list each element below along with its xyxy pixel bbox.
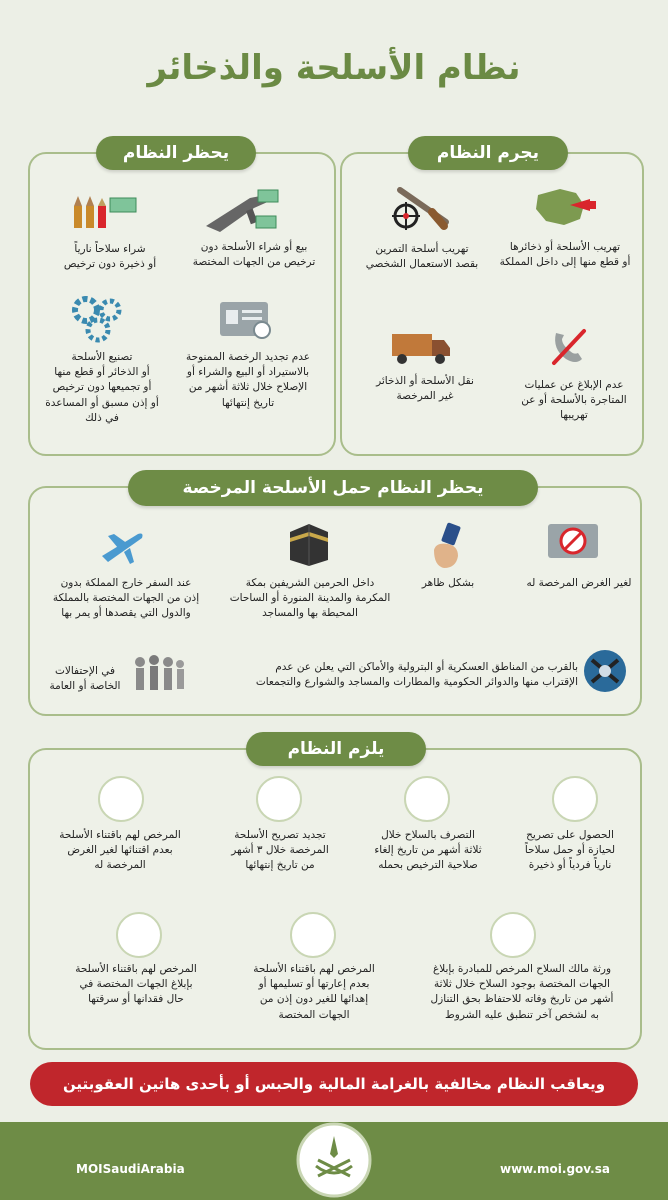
prohibits-item: عدم تجديد الرخصة الممنوحة بالاستيراد أو البيع والشراء أو الإصلاح خلال ثلاثة أشهر من تاريخ إنتهائها <box>185 351 311 409</box>
crowd-icon <box>130 652 186 694</box>
military-zone-icon <box>582 648 628 694</box>
saudi-emblem-icon <box>256 776 302 822</box>
ammo-money-icon <box>70 192 140 232</box>
criminalizes-item: تهريب الأسلحة أو ذخائرها أو قطع منها إلى داخل المملكة <box>499 241 631 269</box>
hand-gun-icon <box>428 522 468 570</box>
saudi-emblem-icon <box>290 912 336 958</box>
obliges-item: تجديد تصريح الأسلحة المرخصة خلال ٣ أشهر من تاريخ إنتهائها <box>231 829 329 872</box>
saudi-emblem-icon <box>116 912 162 958</box>
saudi-emblem-icon <box>490 912 536 958</box>
saudi-emblem-icon <box>552 776 598 822</box>
moi-emblem-icon <box>294 1120 374 1200</box>
saudi-emblem-icon <box>98 776 144 822</box>
criminalizes-item: تهريب أسلحة التمرين بقصد الاستعمال الشخصي <box>365 243 479 271</box>
footer-social[interactable]: MOISaudiArabia <box>76 1162 185 1176</box>
criminalizes-item: عدم الإبلاغ عن عمليات المتاجرة بالأسلحة أو عن تهريبها <box>521 379 627 422</box>
prohibits-item: بيع أو شراء الأسلحة دون ترخيص من الجهات المختصة <box>192 241 316 269</box>
rifle-money-icon <box>200 186 280 236</box>
penalty-banner: ويعاقب النظام مخالفية بالغرامة المالية والحبس أو بأحدى هاتين العقوبتين <box>30 1062 638 1106</box>
carry-heading: يحظر النظام حمل الأسلحة المرخصة <box>128 470 538 506</box>
airplane-icon <box>98 526 146 566</box>
obliges-item: المرخص لهم باقتناء الأسلحة بعدم إعارتها أو تسليمها أو إهدائها للغير دون إذن من الجهات المختصة <box>253 963 375 1021</box>
footer-website[interactable]: www.moi.gov.sa <box>500 1162 610 1176</box>
obliges-item: المرخص لهم باقتناء الأسلحة بعدم اقتنائها لغير الغرض المرخصة له <box>59 829 181 872</box>
prohibits-item: شراء سلاحاً نارياً أو ذخيرة دون ترخيص <box>63 243 157 271</box>
carry-item: عند السفر خارج المملكة بدون إذن من الجهات المختصة بالمملكة والدول التي يقصدها أو يمر بها <box>52 577 200 620</box>
prohibits-item: تصنيع الأسلحة أو الذخائر أو قطع منها أو تجميعها دون ترخيص أو إذن مسبق أو المساعدة في ذلك <box>45 351 159 424</box>
obliges-item: المرخص لهم باقتناء الأسلحة بإبلاغ الجهات المختصة في حال فقدانها أو سرقتها <box>75 963 197 1006</box>
truck-icon <box>390 330 452 366</box>
obliges-item: الحصول على تصريح لحيازة أو حمل سلاحاً نارياً فردياً أو ذخيرة <box>524 829 616 872</box>
carry-item: بشكل ظاهر <box>421 577 475 589</box>
carry-item: في الإحتفالات الخاصة أو العامة <box>49 665 121 693</box>
carry-item: بالقرب من المناطق العسكرية أو البترولية والأماكن التي يعلن عن عدم الإقتراب منها والدوائر الحكومية والمطارات والمساجد والشوارع والتجمعات <box>255 661 578 689</box>
obliges-item: التصرف بالسلاح خلال ثلاثة أشهر من تاريخ إلغاء صلاحية الترخيص بحمله <box>374 829 482 872</box>
prohibits-heading: يحظر النظام <box>96 136 256 170</box>
smuggling-map-icon <box>530 185 596 229</box>
criminalizes-heading: يجرم النظام <box>408 136 568 170</box>
no-gun-sign-icon <box>546 520 602 564</box>
criminalizes-item: نقل الأسلحة أو الذخائر غير المرخصة <box>376 375 474 403</box>
gears-icon <box>70 294 130 344</box>
crosshair-gun-icon <box>386 182 454 232</box>
obliges-item: ورثة مالك السلاح المرخص للمبادرة بإبلاغ الجهات المختصة بوجود السلاح خلال ثلاثة أشهر من تاريخ وفاته للاحتفاظ بحق التنازل به لشخص آخر تنطبق عليه الشروط <box>430 963 614 1021</box>
obliges-heading: يلزم النظام <box>246 732 426 766</box>
license-card-icon <box>218 298 274 342</box>
carry-item: لغير الغرض المرخصة له <box>526 577 632 589</box>
saudi-emblem-icon <box>404 776 450 822</box>
page-title: نظام الأسلحة والذخائر <box>147 48 521 88</box>
kaaba-icon <box>284 518 334 568</box>
carry-item: داخل الحرمين الشريفين بمكة المكرمة والمدينة المنورة أو الساحات المحيطة بها والمساجد <box>229 577 391 620</box>
phone-crossed-icon <box>546 325 590 369</box>
